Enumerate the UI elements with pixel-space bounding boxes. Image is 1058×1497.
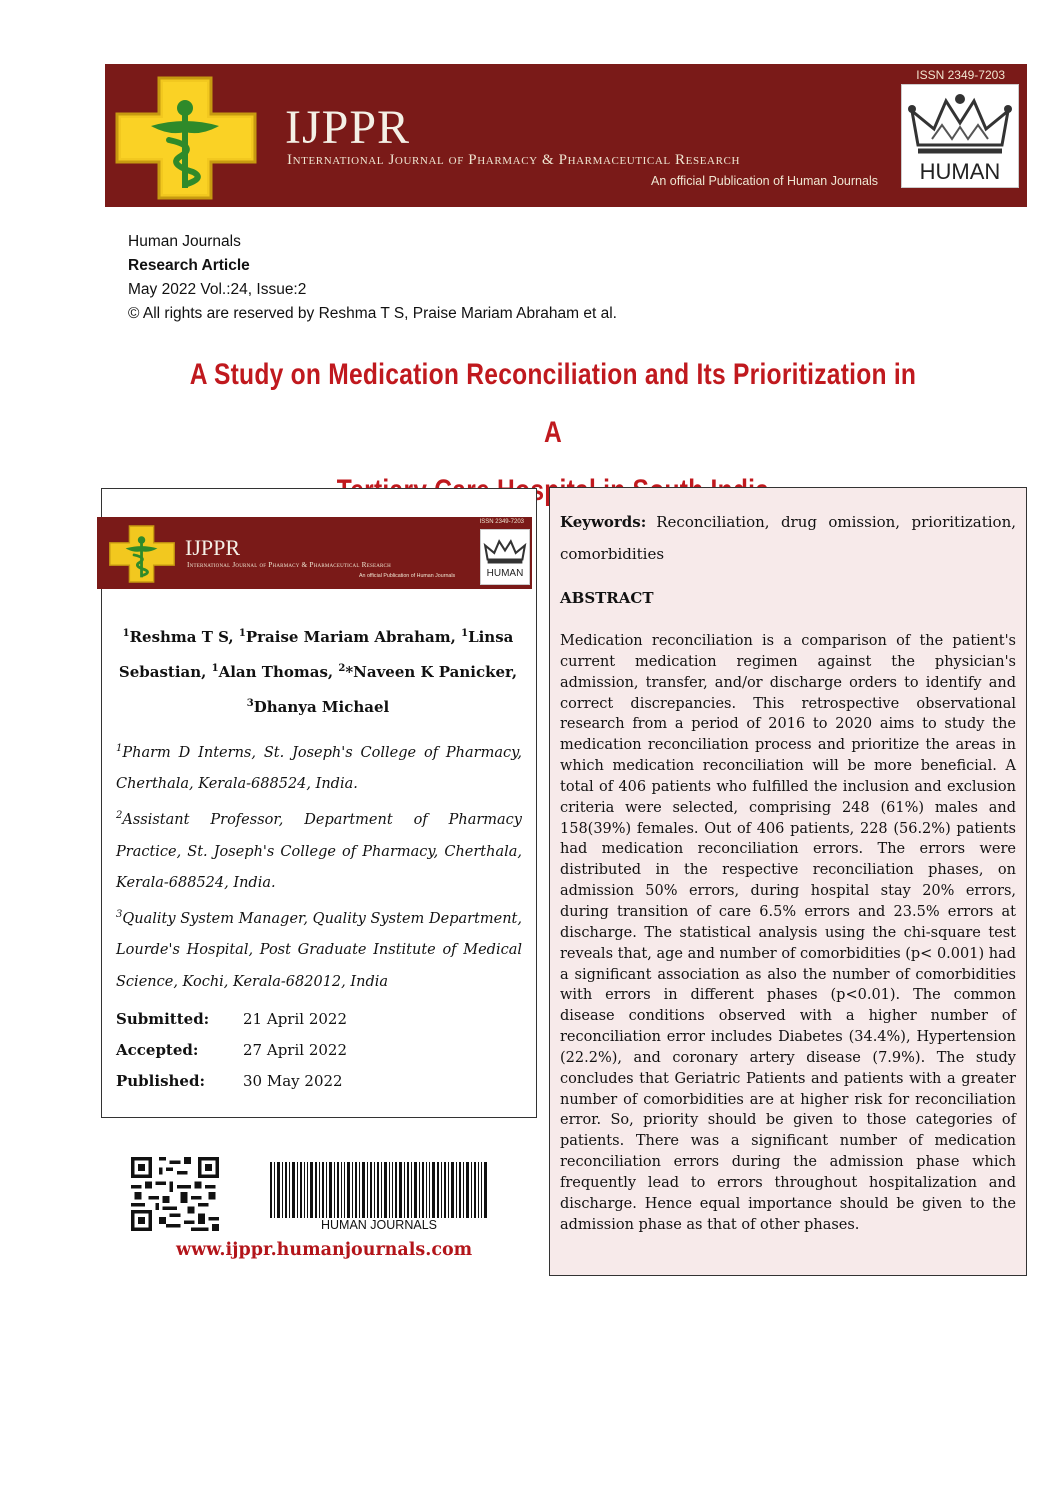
author-name: Linsa Sebastian, xyxy=(118,628,514,681)
journal-brand: IJPPR xyxy=(285,101,411,154)
title-line-1: A Study on Medication Reconciliation and Its Prioritization in A xyxy=(189,358,917,449)
mini-pharmacy-cross-logo xyxy=(107,521,177,587)
journal-banner xyxy=(105,64,1027,207)
date-label: Submitted: xyxy=(116,1010,210,1028)
title-line-2: Hospital xyxy=(497,474,597,507)
mini-journal-brand: IJPPR xyxy=(185,535,241,560)
mini-journal-fullname: International Journal of Pharmacy & Pharmaceutical Research xyxy=(187,560,391,569)
publication-dates xyxy=(116,1004,347,1097)
barcode xyxy=(270,1162,488,1218)
date-value: 27 April 2022 xyxy=(243,1041,347,1059)
author-list xyxy=(118,618,518,723)
author-sup: 1 xyxy=(461,628,469,639)
affiliation-sup: 1 xyxy=(116,743,123,754)
mini-journal-official-note: An official Publication of Human Journals xyxy=(359,573,456,579)
pharmacy-cross-logo xyxy=(111,74,261,202)
issue-info: May 2022 Vol.:24, Issue:2 xyxy=(128,281,307,298)
journal-website-link[interactable]: www.ijppr.humanjournals.com xyxy=(176,1240,473,1260)
mini-human-publisher-logo xyxy=(480,529,530,585)
qr-code xyxy=(131,1156,219,1232)
rights-notice: © All rights are reserved by Reshma T S, Praise Mariam Abraham et al. xyxy=(128,305,617,322)
affiliations xyxy=(116,733,522,998)
affiliation-sup: 2 xyxy=(116,810,123,822)
human-publisher-logo xyxy=(901,84,1019,188)
date-row-accepted xyxy=(116,1035,347,1066)
author-name: Alan Thomas, xyxy=(218,663,339,681)
journal-official-note: An official Publication of Human Journals xyxy=(651,174,878,188)
abstract-body: Medication reconciliation is a comparison of the patient's current medication regimen against the physician's admission, transfer, and/or discharge orders to identify and correct discrepancies. This retrospective observational research from a period of 2016 to 2020 aims to study the medication reconciliation process and prioritize the areas in which medication reconciliation will be more beneficial. A total of 406 patients who fulfilled the inclusion and exclusion criteria were selected, comprising 248 (61%) males and 158(39%) females. Out of 406 patients, 228 (56.2%) patients had medication reconciliation errors. The errors were distributed in the respective reconciliation phases, on admission 50% errors, during hospital stay 20% errors, during transition of care 6.5% errors and 23.5% errors at discharge. The statistical analysis using the chi-square test reveals that, age and number of comorbidities (p< 0.001) had a significant association as also the number of comorbidities with errors in different phases (p<0.01). The common disease conditions observed with a higher number of reconciliation error includes Diabetes (34.4%), Hypertension (22.2%), and coronary artery disease (7.9%). The study concludes that Geriatric Patients and patients with a greater number of comorbidities are at higher risk for reconciliation error. So, priority should be given to those categories of patients. There was a significant number of medication reconciliation errors during the admission phase which frequently lead to errors throughout hospitalization and discharge. Hence equal importance should be given to the admission phase as that of other phases. xyxy=(560,633,1016,1233)
affiliation-text: Quality System Manager, Quality System Department, Lourde's Hospital, Post Graduate Institute of Medical Science, Kochi, Kerala-682012, India xyxy=(116,910,522,990)
keywords-text: Reconciliation, drug omission, prioritization, comorbidities xyxy=(560,513,1016,563)
author-sup: 3 xyxy=(246,698,254,709)
mini-crown-icon xyxy=(481,532,529,568)
date-row-published xyxy=(116,1066,347,1097)
affiliation-item xyxy=(116,899,522,998)
affiliation-item xyxy=(116,800,522,899)
human-logo-word: HUMAN xyxy=(919,159,1001,184)
issn-text: ISSN 2349-7203 xyxy=(916,68,1005,82)
affiliation-text: Assistant Professor, Department of Pharmacy Practice, St. Joseph's College of Pharmacy, Cherthala, Kerala-688524, India. xyxy=(116,812,522,891)
author-name: *Naveen K Panicker, xyxy=(345,663,518,681)
date-value: 21 April 2022 xyxy=(243,1010,347,1028)
author-name: Reshma T S, xyxy=(129,628,239,646)
author-name: Praise Mariam Abraham, xyxy=(245,628,462,646)
mini-issn-text: ISSN 2349-7203 xyxy=(479,519,524,525)
keywords xyxy=(560,506,1016,570)
barcode-caption: HUMAN JOURNALS xyxy=(321,1218,437,1232)
date-label: Accepted: xyxy=(116,1041,199,1059)
affiliation-text: Pharm D Interns, St. Joseph's College of Pharmacy, Cherthala, Kerala-688524, India. xyxy=(116,744,522,793)
author-sup: 1 xyxy=(122,628,130,639)
journal-fullname: International Journal of Pharmacy & Pharmaceutical Research xyxy=(287,152,740,168)
date-value: 30 May 2022 xyxy=(243,1072,343,1090)
article-type: Research Article xyxy=(128,257,250,274)
author-sup: 1 xyxy=(211,663,219,674)
keywords-label: Keywords: xyxy=(560,513,647,531)
date-label: Published: xyxy=(116,1072,205,1090)
abstract-heading: ABSTRACT xyxy=(560,589,654,607)
journal-name: Human Journals xyxy=(128,233,241,250)
affiliation-sup: 3 xyxy=(116,909,123,921)
author-name: Dhanya Michael xyxy=(253,698,390,716)
crown-icon xyxy=(902,87,1018,157)
mini-journal-banner xyxy=(97,517,532,589)
article-meta xyxy=(128,230,617,326)
date-row-submitted xyxy=(116,1004,347,1035)
affiliation-item xyxy=(116,733,522,800)
author-sup: 2 xyxy=(338,663,346,674)
mini-human-logo-word: HUMAN xyxy=(486,568,524,579)
author-sup: 1 xyxy=(238,628,246,639)
